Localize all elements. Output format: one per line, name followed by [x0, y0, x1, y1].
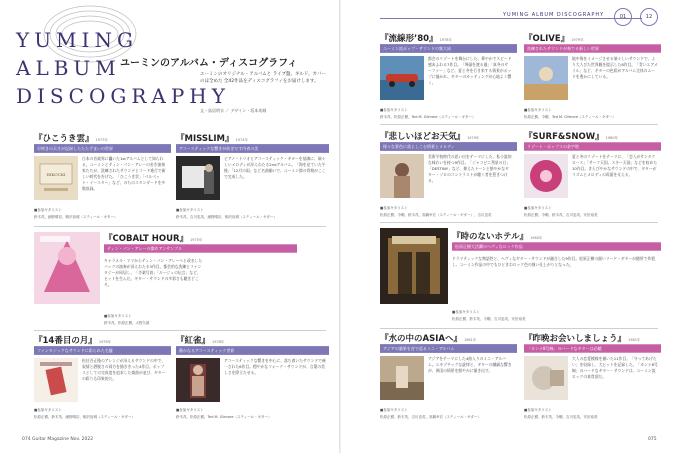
- album-tagline: 洗練されたサウンドが奏でる新しい世界: [524, 44, 661, 53]
- album-cover-mizu-no-naka-no-asia-e: [380, 356, 424, 400]
- lead-text: ユーミンのオリジナル・アルバムと ライブ盤、ギルド。カバーのほ全めた 全42作品をディスコグラフィをお届けします。: [200, 72, 326, 84]
- folio-right: 075: [648, 437, 657, 442]
- album-cover-hikoukigumo: [34, 156, 78, 200]
- album-cover-benisuzume: [176, 358, 220, 402]
- album-title: 『水の中のASIAへ』 1981年: [380, 334, 477, 344]
- credit-heading: ■参加ギタリスト: [380, 206, 408, 210]
- album-description: アジアをテーマにした4曲入りのミニ・アルバム。エキゾチックな旋律と、ギターの繊細な響きが、異国の情景を鮮やかに描き出す。: [428, 356, 512, 373]
- album-title: 『昨晩お会いしましょう』 1981年: [524, 334, 641, 344]
- album-title: 『時のないホテル』 1980年: [452, 232, 543, 242]
- album-cover-sakuban-oaishimashou: [524, 356, 568, 400]
- credit-heading: ■参加ギタリスト: [34, 408, 62, 412]
- row-divider: [34, 226, 326, 227]
- album-tagline: ティン・パン・アレーの傑作アンサンブル: [104, 244, 297, 253]
- album-title: 『COBALT HOUR』 1975年: [104, 234, 203, 244]
- album-tagline: 松原正樹大活躍のヘヴィなロック作品: [452, 242, 661, 251]
- album-title: 『流線形’80』 1978年: [380, 34, 452, 44]
- album-tagline: 静かなるアコースティック世界: [176, 346, 329, 355]
- heading-line: YUMING: [16, 28, 138, 52]
- album-cover-olive: [524, 56, 568, 100]
- album-cover-surf-and-snow: [524, 154, 568, 198]
- jp-title: ユーミンのアルバム・ディスコグラフィ: [120, 58, 298, 69]
- album-tagline: アコースティックな響きが紡ぎだす内省の美: [176, 144, 329, 153]
- credit-heading: ■参加ギタリスト: [380, 108, 408, 112]
- guitarist-credit: 松原正樹、鈴木茂、今剛、吉川忠英、安田裕美: [452, 317, 526, 321]
- guitarist-credit: 松原正樹、今剛、鈴木茂、吉川忠英、安田裕美: [524, 213, 598, 217]
- heading-line: DISCOGRAPHY: [16, 84, 230, 108]
- credit-heading: ■参加ギタリスト: [452, 310, 480, 314]
- credit-heading: ■参加ギタリスト: [380, 408, 408, 412]
- guitarist-credit: 鈴木茂、松原正樹、Ted M. Gilmore（スティール・ギター）: [176, 415, 272, 419]
- guitarist-credit: 鈴木茂、吉川忠英、細野晴臣、駒沢裕城（スティール・ギター）: [176, 215, 278, 219]
- album-description: 日本の音楽界に轟いた1stアルバムとして知られる。ユーミンとティン・パン・アレーの若き演奏家たちが、洗練されたサウンドとコード進行で新しい時代を告げた。「ひこうき雲」「ベルベット・イースター」など、のちのスタンダードを多数収録。: [82, 156, 166, 191]
- guitarist-credit: 松原正樹、鈴木茂、今剛、吉川忠英、安田裕美: [524, 415, 598, 419]
- album-cover-ryusenkei-80: [380, 56, 424, 100]
- album-title: 『悲しいほどお天気』 1979年: [380, 132, 480, 142]
- album-description: ピアノ・トリオとアコースティック・ギターを基調に、瑞々しいメロディが冴えわたる2ndアルバム。「海を見ていた午後」「12月の雨」など名曲揃いで、ユーミン節の骨格がここで完成した。: [224, 156, 326, 179]
- row-divider: [380, 124, 658, 125]
- byline: 文・鳥居明衣 ／ デザイン・坂本英城: [200, 108, 267, 113]
- page-marker: 01: [614, 8, 632, 26]
- album-description: 夏と冬のリゾートをテーマに、「恋人がサンタクロース」「サーフ天国、スキー天国」などを収めた10作目。きらびやかなサウンドの中で、ギターがリズムとメロディの両面を支える。: [572, 154, 658, 177]
- guitarist-credit: 松原正樹、鈴木茂、吉川忠英、高橋幸宏（スティール・ギター）: [380, 415, 482, 419]
- guitarist-credit: 鈴木茂、松原正樹、Ted M. Gilmore（スティール・ギター）: [380, 115, 476, 119]
- album-tagline: ファンタジックなサウンドに彩られた名盤: [34, 346, 171, 355]
- album-title: 『ひこうき雲』 1973年: [34, 134, 108, 144]
- album-title: 『SURF&SNOW』 1980年: [524, 132, 619, 142]
- page-marker: 12: [640, 8, 658, 26]
- album-tagline: 様々な景色に落としこむ情景とメロディ: [380, 142, 517, 151]
- album-description: キャラメル・ママからティン・パン・アレーへと改名したバックの演奏が冴えわたる3作目。都会的な洗練とファンタジーが同居し、「卒業写真」「ルージュの伝言」など、ヒットを生んだ。ギター・サウンドの多彩さも聴きどころ。: [104, 258, 203, 287]
- svg-text:HIKOUKI: HIKOUKI: [46, 172, 66, 177]
- credit-heading: ■参加ギタリスト: [176, 208, 204, 212]
- album-title: 『OLIVE』 1979年: [524, 34, 584, 44]
- album-tagline: ユーミン流ポップ・サウンドの集大成: [380, 44, 517, 53]
- album-tagline: 「カンナ8号線」のハードなギターは必聴: [524, 344, 661, 353]
- album-tagline: リゾート・ポップスの金字塔: [524, 142, 661, 151]
- guitarist-credit: 鈴木茂、細野晴臣、駒沢裕城（スティール・ギター）: [34, 215, 118, 219]
- credit-heading: ■参加ギタリスト: [524, 108, 552, 112]
- album-description: アコースティックな響きを中心に、落ち着いたサウンドで統一された6作目。穏やかなフォーク・サウンドが、言葉の美しさを際立たせる。: [224, 358, 326, 375]
- row-divider: [34, 330, 326, 331]
- guitarist-credit: 松原正樹、鈴木茂、細野晴臣、駒沢裕城（スティール・ギター）: [34, 415, 136, 419]
- header-rule: [380, 18, 642, 19]
- row-divider: [380, 222, 658, 223]
- album-cover-toki-no-nai-hotel: [380, 228, 448, 304]
- album-tagline: 早咲きの天才が記録したたたずまいの世界: [34, 144, 171, 153]
- credit-heading: ■参加ギタリスト: [176, 408, 204, 412]
- album-description: 松任谷正隆のアレンジが冴えるサウンドの中で、叙情と洒脱さの両方を描ききった4作目。ポップスとしての完成度を追求した楽曲が並び、ギターの彩りも印象的だ。: [82, 358, 166, 381]
- row-divider: [380, 328, 658, 329]
- album-title: 『14番目の月』 1976年: [34, 336, 112, 346]
- guitarist-credit: 松原正樹、今剛、Ted M. Gilmore（スティール・ギター）: [524, 115, 617, 119]
- album-cover-cobalt-hour: [34, 232, 100, 304]
- album-title: 『MISSLIM』 1974年: [176, 134, 248, 144]
- guitarist-credit: 松原正樹、今剛、鈴木茂、高橋幸宏（スティール・ギター）、吉川忠英: [380, 213, 492, 217]
- album-tagline: アジアの風景を音で巡るミニ・アルバム: [380, 344, 517, 353]
- album-description: 都会のリゾートを舞台にした、華やかでスピード感あふれる7作目。「埠頭を渡る風」「真冬のサーファー」など、夏と冬を行き来する情景がポップに描かれ、ギターのカッティングが心地よく響く。: [428, 56, 512, 85]
- credit-heading: ■参加ギタリスト: [524, 206, 552, 210]
- credit-heading: ■参加ギタリスト: [524, 408, 552, 412]
- album-description: ドラマティックな物語性と、ヘヴィなギター・サウンドが融合した9作目。松原正樹の鋭いリード・ギターが随所で炸裂し、ユーミン作品の中でもひときわロック色の強い仕上がりとなった。: [452, 256, 656, 267]
- album-description: 地中海をイメージさせる瑞々しいサウンドで、より大人びた世界観を提示した8作目。「青いエアメイル」など、ギターの色彩がアルバム全体のムードを豊かにしている。: [572, 56, 658, 79]
- folio-left: 074 Guitar Magazine Nov. 2022: [22, 437, 94, 442]
- guitarist-credit: 鈴木茂、松原正樹、大野久雄: [104, 321, 150, 325]
- credit-heading: ■参加ギタリスト: [104, 314, 132, 318]
- album-cover-14banme-no-tsuki: [34, 358, 78, 402]
- album-description: 大人の恋愛模様を描いた11作目。「守ってあげたい」を収録し、大ヒットを記録した。「カンナ8号線」のハードなギター・サウンドは、ユーミン流ロックの真骨頂だ。: [572, 356, 658, 379]
- album-cover-kanashii-hodo-otenki: [380, 154, 424, 198]
- album-cover-misslim: [176, 156, 220, 200]
- page-gutter: [339, 0, 341, 453]
- album-description: 美術学校時代の思い出をテーマにした、私小説的な味わいを持つ9作目。「ジャコビニ彗星の日」「DESTINY」など、抑えたトーンと鮮やかなギター・ソロのコントラストが聴く者を惹きつける。: [428, 154, 512, 183]
- credit-heading: ■参加ギタリスト: [34, 208, 62, 212]
- section-label: YUMING ALBUM DISCOGRAPHY: [503, 12, 605, 18]
- heading-line: ALBUM: [16, 56, 121, 80]
- album-title: 『紅雀』 1978年: [176, 336, 225, 346]
